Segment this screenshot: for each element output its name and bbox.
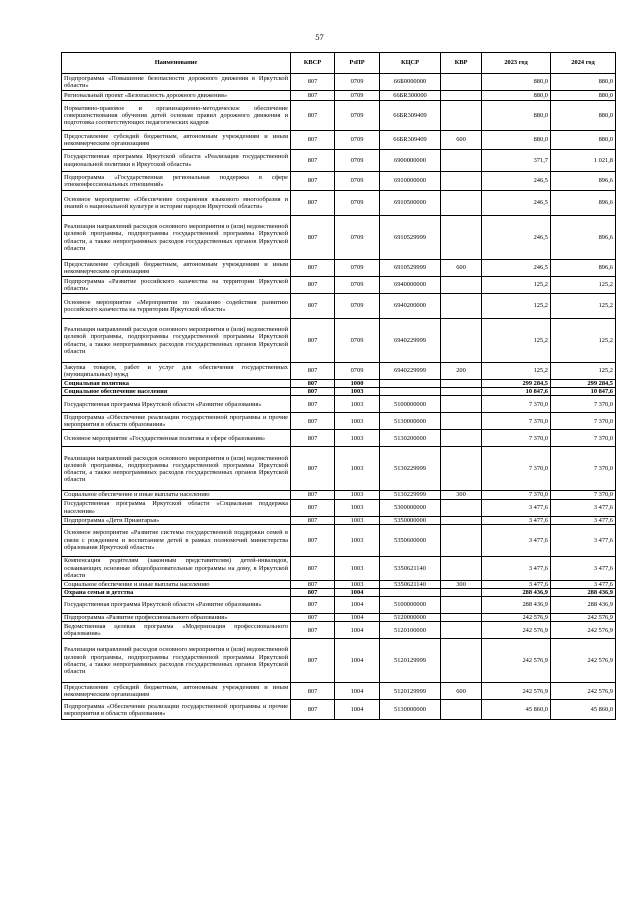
- cell-kcsr: 6910529999: [380, 216, 441, 260]
- cell-year-2024: 242 576,9: [551, 622, 616, 639]
- cell-kcsr: 6940229999: [380, 319, 441, 363]
- cell-name: Предоставление субсидий бюджетным, автономным учреждениям и иным некоммерческим организациям: [62, 683, 291, 700]
- cell-year-2023: 3 477,6: [482, 524, 551, 556]
- cell-name: Компенсация родителям (законным представителям) детей-инвалидов, осваивающих основные общеобразовательные программы на дому, в Иркутской области: [62, 556, 291, 580]
- cell-year-2024: 880,0: [551, 101, 616, 131]
- cell-rzpr: 1004: [335, 700, 380, 720]
- cell-year-2023: 3 477,6: [482, 556, 551, 580]
- cell-year-2023: 125,2: [482, 363, 551, 380]
- header-name: Наименование: [62, 53, 291, 74]
- cell-rzpr: 1003: [335, 580, 380, 588]
- cell-kcsr: 5130200000: [380, 430, 441, 447]
- page-number: 57: [315, 32, 324, 42]
- cell-year-2023: 125,2: [482, 277, 551, 294]
- cell-kcsr: 6910000000: [380, 172, 441, 191]
- cell-year-2024: 896,6: [551, 191, 616, 216]
- cell-year-2023: 7 370,0: [482, 447, 551, 491]
- cell-year-2023: 242 576,9: [482, 614, 551, 622]
- cell-rzpr: 1003: [335, 556, 380, 580]
- table-row: [62, 622, 616, 639]
- cell-year-2023: 10 847,6: [482, 388, 551, 396]
- cell-year-2023: 246,5: [482, 260, 551, 277]
- cell-kvr: [441, 614, 482, 622]
- cell-rzpr: 1004: [335, 639, 380, 683]
- cell-name: Подпрограмма «Обеспечение реализации государственной программы и прочие мероприятия в области образования»: [62, 413, 291, 430]
- cell-kvsr: 807: [291, 491, 335, 499]
- cell-year-2023: 3 477,6: [482, 580, 551, 588]
- cell-rzpr: 1003: [335, 430, 380, 447]
- cell-rzpr: 0709: [335, 294, 380, 319]
- table-row: [62, 191, 616, 216]
- cell-kvsr: 807: [291, 260, 335, 277]
- cell-year-2024: 896,6: [551, 172, 616, 191]
- cell-year-2024: 7 370,0: [551, 430, 616, 447]
- cell-kvsr: 807: [291, 172, 335, 191]
- cell-kcsr: 6940000000: [380, 277, 441, 294]
- cell-kcsr: 5300000000: [380, 499, 441, 516]
- cell-kvr: 300: [441, 491, 482, 499]
- cell-rzpr: 1004: [335, 588, 380, 596]
- cell-rzpr: 1004: [335, 622, 380, 639]
- cell-kvr: [441, 597, 482, 614]
- cell-kcsr: 66БR309409: [380, 131, 441, 150]
- cell-rzpr: 1003: [335, 413, 380, 430]
- table-body: [62, 74, 616, 720]
- cell-year-2024: 3 477,6: [551, 524, 616, 556]
- cell-kvsr: 807: [291, 277, 335, 294]
- cell-kvr: [441, 516, 482, 524]
- cell-year-2023: 880,0: [482, 91, 551, 101]
- cell-name: Государственная программа Иркутской области «Социальная поддержка населения»: [62, 499, 291, 516]
- table-row: [62, 430, 616, 447]
- cell-rzpr: 0709: [335, 74, 380, 91]
- cell-year-2024: 10 847,6: [551, 388, 616, 396]
- cell-kcsr: 6940200000: [380, 294, 441, 319]
- cell-year-2023: 246,5: [482, 172, 551, 191]
- cell-kvsr: 807: [291, 580, 335, 588]
- table-row: [62, 556, 616, 580]
- cell-rzpr: 0709: [335, 260, 380, 277]
- cell-kvsr: 807: [291, 294, 335, 319]
- cell-kvsr: 807: [291, 447, 335, 491]
- cell-name: Основное мероприятие «Развитие системы государственной поддержки семей в связи с рождением и воспитанием детей в рамках полномочий министерства образования Иркутской области»: [62, 524, 291, 556]
- cell-year-2024: 299 284,5: [551, 380, 616, 388]
- cell-year-2023: 125,2: [482, 294, 551, 319]
- cell-kvsr: 807: [291, 319, 335, 363]
- cell-kvsr: 807: [291, 639, 335, 683]
- cell-rzpr: 1004: [335, 614, 380, 622]
- cell-name: Основное мероприятие «Государственная политика в сфере образования»: [62, 430, 291, 447]
- cell-rzpr: 1003: [335, 388, 380, 396]
- cell-kvr: [441, 101, 482, 131]
- table-row: [62, 388, 616, 396]
- table-row: [62, 639, 616, 683]
- cell-kvr: 200: [441, 363, 482, 380]
- cell-kvr: [441, 396, 482, 413]
- cell-name: Подпрограмма «Обеспечение реализации государственной программы и прочие мероприятия в области образования»: [62, 700, 291, 720]
- table-row: [62, 319, 616, 363]
- cell-kcsr: 5350600000: [380, 524, 441, 556]
- table-row: [62, 131, 616, 150]
- cell-kcsr: 5130000000: [380, 413, 441, 430]
- cell-kcsr: 5120000000: [380, 614, 441, 622]
- cell-kvsr: 807: [291, 74, 335, 91]
- cell-year-2024: 45 860,0: [551, 700, 616, 720]
- cell-kcsr: 5130229999: [380, 491, 441, 499]
- cell-kvr: [441, 524, 482, 556]
- cell-year-2023: 3 477,6: [482, 499, 551, 516]
- cell-year-2024: 288 436,9: [551, 588, 616, 596]
- cell-year-2024: 3 477,6: [551, 499, 616, 516]
- cell-name: Основное мероприятие «Обеспечение сохранения языкового многообразия и знаний о национальной культуре и истории народов Иркутской области»: [62, 191, 291, 216]
- cell-kvr: [441, 588, 482, 596]
- cell-year-2023: 299 284,5: [482, 380, 551, 388]
- cell-year-2023: 125,2: [482, 319, 551, 363]
- table-row: [62, 413, 616, 430]
- table-row: [62, 516, 616, 524]
- cell-year-2023: 242 576,9: [482, 683, 551, 700]
- cell-year-2023: 288 436,9: [482, 597, 551, 614]
- cell-kvsr: 807: [291, 556, 335, 580]
- cell-name: Реализация направлений расходов основного мероприятия и (или) ведомственной целевой программы, подпрограммы государственной программы Иркутской области, а также непрограммных расходов государственных органов Иркутской области: [62, 216, 291, 260]
- cell-name: Социальное обеспечение населения: [62, 388, 291, 396]
- cell-kcsr: 5350621140: [380, 580, 441, 588]
- cell-name: Подпрограмма «Дети Приангарья»: [62, 516, 291, 524]
- cell-rzpr: 1003: [335, 396, 380, 413]
- cell-name: Подпрограмма «Развитие российского казачества на территории Иркутской области»: [62, 277, 291, 294]
- cell-year-2024: 7 370,0: [551, 447, 616, 491]
- cell-year-2024: 125,2: [551, 319, 616, 363]
- cell-year-2023: 371,7: [482, 150, 551, 172]
- cell-rzpr: 0709: [335, 191, 380, 216]
- cell-kvr: [441, 622, 482, 639]
- cell-rzpr: 1003: [335, 447, 380, 491]
- cell-kvr: [441, 639, 482, 683]
- cell-name: Подпрограмма «Развитие профессионального образования»: [62, 614, 291, 622]
- cell-year-2023: 3 477,6: [482, 516, 551, 524]
- cell-kvsr: 807: [291, 614, 335, 622]
- cell-rzpr: 1003: [335, 516, 380, 524]
- cell-name: Предоставление субсидий бюджетным, автономным учреждениям и иным некоммерческим организациям: [62, 260, 291, 277]
- cell-year-2024: 242 576,9: [551, 639, 616, 683]
- cell-kcsr: 66БR300000: [380, 91, 441, 101]
- cell-kvr: [441, 294, 482, 319]
- cell-kvr: [441, 556, 482, 580]
- cell-kcsr: 6900000000: [380, 150, 441, 172]
- cell-rzpr: 0709: [335, 101, 380, 131]
- cell-name: Социальное обеспечение и иные выплаты населению: [62, 580, 291, 588]
- header-kcsr: КЦСР: [380, 53, 441, 74]
- cell-year-2024: 3 477,6: [551, 516, 616, 524]
- cell-year-2024: 242 576,9: [551, 683, 616, 700]
- cell-name: Реализация направлений расходов основного мероприятия и (или) ведомственной целевой программы, подпрограммы государственной программы Иркутской области, а также непрограммных расходов государственных органов Иркутской области: [62, 319, 291, 363]
- cell-kvr: [441, 499, 482, 516]
- cell-year-2023: 7 370,0: [482, 396, 551, 413]
- table-row: [62, 101, 616, 131]
- cell-year-2023: 7 370,0: [482, 413, 551, 430]
- cell-rzpr: 1003: [335, 524, 380, 556]
- cell-year-2023: 246,5: [482, 216, 551, 260]
- cell-kvsr: 807: [291, 101, 335, 131]
- cell-kvr: [441, 216, 482, 260]
- cell-kvr: 600: [441, 683, 482, 700]
- cell-kvsr: 807: [291, 413, 335, 430]
- cell-year-2023: 7 370,0: [482, 430, 551, 447]
- cell-kcsr: 5100000000: [380, 597, 441, 614]
- table-header-row: [62, 53, 616, 74]
- cell-rzpr: 1003: [335, 499, 380, 516]
- cell-kvr: [441, 172, 482, 191]
- table-row: [62, 294, 616, 319]
- cell-rzpr: 0709: [335, 363, 380, 380]
- cell-year-2023: 7 370,0: [482, 491, 551, 499]
- cell-name: Нормативно-правовое и организационно-методическое обеспечение совершенствования обучения детей основам правил дорожного движения и подготовка соответствующих педагогических кадров: [62, 101, 291, 131]
- table-row: [62, 363, 616, 380]
- cell-year-2023: 880,0: [482, 74, 551, 91]
- cell-kvr: [441, 430, 482, 447]
- cell-kcsr: 6940229999: [380, 363, 441, 380]
- cell-rzpr: 0709: [335, 319, 380, 363]
- table-row: [62, 91, 616, 101]
- cell-year-2024: 3 477,6: [551, 556, 616, 580]
- cell-kvr: [441, 388, 482, 396]
- cell-rzpr: 1003: [335, 491, 380, 499]
- cell-kvsr: 807: [291, 700, 335, 720]
- table-row: [62, 216, 616, 260]
- cell-year-2023: 880,0: [482, 131, 551, 150]
- cell-name: Государственная программа Иркутской области «Реализация государственной национальной политики в Иркутской области»: [62, 150, 291, 172]
- cell-year-2024: 125,2: [551, 363, 616, 380]
- cell-kvr: 300: [441, 580, 482, 588]
- cell-kvsr: 807: [291, 396, 335, 413]
- header-kvr: КВР: [441, 53, 482, 74]
- table-row: [62, 524, 616, 556]
- cell-name: Реализация направлений расходов основного мероприятия и (или) ведомственной целевой программы, подпрограммы государственной программы Иркутской области, а также непрограммных расходов государственных органов Иркутской области: [62, 639, 291, 683]
- cell-kcsr: 66Б0000000: [380, 74, 441, 91]
- cell-kvr: [441, 447, 482, 491]
- cell-rzpr: 1004: [335, 683, 380, 700]
- cell-year-2024: 896,6: [551, 260, 616, 277]
- cell-kvsr: 807: [291, 499, 335, 516]
- cell-name: Государственная программа Иркутской области «Развитие образования»: [62, 597, 291, 614]
- table-row: [62, 277, 616, 294]
- cell-kcsr: 66БR309409: [380, 101, 441, 131]
- cell-year-2024: 242 576,9: [551, 614, 616, 622]
- cell-kcsr: [380, 380, 441, 388]
- table-row: [62, 597, 616, 614]
- cell-kvsr: 807: [291, 91, 335, 101]
- table-row: [62, 580, 616, 588]
- cell-name: Подпрограмма «Государственная региональная поддержка в сфере этноконфессиональных отношений»: [62, 172, 291, 191]
- cell-kvsr: 807: [291, 363, 335, 380]
- cell-year-2024: 7 370,0: [551, 413, 616, 430]
- cell-kvsr: 807: [291, 588, 335, 596]
- cell-rzpr: 1000: [335, 380, 380, 388]
- table-row: [62, 150, 616, 172]
- table-row: [62, 396, 616, 413]
- cell-name: Закупка товаров, работ и услуг для обеспечения государственных (муниципальных) нужд: [62, 363, 291, 380]
- cell-year-2023: 880,0: [482, 101, 551, 131]
- cell-rzpr: 0709: [335, 150, 380, 172]
- table-row: [62, 588, 616, 596]
- cell-kcsr: 5120100000: [380, 622, 441, 639]
- cell-kvsr: 807: [291, 524, 335, 556]
- cell-kcsr: 5130000000: [380, 700, 441, 720]
- table-row: [62, 260, 616, 277]
- cell-kvr: [441, 700, 482, 720]
- cell-name: Государственная программа Иркутской области «Развитие образования»: [62, 396, 291, 413]
- table-row: [62, 683, 616, 700]
- table-row: [62, 700, 616, 720]
- cell-kvsr: 807: [291, 191, 335, 216]
- cell-kvsr: 807: [291, 380, 335, 388]
- cell-name: Реализация направлений расходов основного мероприятия и (или) ведомственной целевой программы, подпрограммы государственной программы Иркутской области, а также непрограммных расходов государственных органов Иркутской области: [62, 447, 291, 491]
- cell-kcsr: 5350621140: [380, 556, 441, 580]
- cell-name: Подпрограмма «Повышение безопасности дорожного движения в Иркутской области»: [62, 74, 291, 91]
- cell-rzpr: 0709: [335, 216, 380, 260]
- cell-year-2024: 7 370,0: [551, 396, 616, 413]
- cell-kcsr: [380, 388, 441, 396]
- cell-rzpr: 0709: [335, 277, 380, 294]
- cell-rzpr: 1004: [335, 597, 380, 614]
- header-kvsr: КВСР: [291, 53, 335, 74]
- header-rzpr: РзПР: [335, 53, 380, 74]
- header-year-2023: 2023 год: [482, 53, 551, 74]
- budget-table: [61, 52, 616, 720]
- cell-rzpr: 0709: [335, 172, 380, 191]
- table-row: [62, 74, 616, 91]
- cell-name: Охрана семьи и детства: [62, 588, 291, 596]
- cell-kvsr: 807: [291, 150, 335, 172]
- cell-year-2024: 880,0: [551, 74, 616, 91]
- cell-name: Социальное обеспечение и иные выплаты населению: [62, 491, 291, 499]
- cell-year-2024: 7 370,0: [551, 491, 616, 499]
- cell-kcsr: 6910500000: [380, 191, 441, 216]
- cell-kcsr: 5100000000: [380, 396, 441, 413]
- cell-year-2024: 3 477,6: [551, 580, 616, 588]
- cell-year-2023: 246,5: [482, 191, 551, 216]
- cell-kvr: 600: [441, 131, 482, 150]
- cell-kvsr: 807: [291, 131, 335, 150]
- header-year-2024: 2024 год: [551, 53, 616, 74]
- cell-kvr: [441, 191, 482, 216]
- cell-kvr: [441, 150, 482, 172]
- cell-year-2024: 896,6: [551, 216, 616, 260]
- cell-kvsr: 807: [291, 216, 335, 260]
- cell-name: Основное мероприятие «Мероприятия по оказанию содействия развитию российского казачества на территории Иркутской области»: [62, 294, 291, 319]
- cell-year-2024: 125,2: [551, 294, 616, 319]
- cell-kvsr: 807: [291, 430, 335, 447]
- cell-rzpr: 0709: [335, 131, 380, 150]
- cell-kvr: [441, 74, 482, 91]
- table-row: [62, 614, 616, 622]
- cell-kvr: [441, 91, 482, 101]
- cell-year-2023: 242 576,9: [482, 639, 551, 683]
- cell-kcsr: 6910529999: [380, 260, 441, 277]
- cell-kvr: [441, 277, 482, 294]
- cell-kvsr: 807: [291, 597, 335, 614]
- cell-name: Предоставление субсидий бюджетным, автономным учреждениям и иным некоммерческим организациям: [62, 131, 291, 150]
- cell-kvsr: 807: [291, 622, 335, 639]
- cell-kcsr: [380, 588, 441, 596]
- table-row: [62, 491, 616, 499]
- cell-year-2023: 45 860,0: [482, 700, 551, 720]
- cell-year-2024: 1 021,8: [551, 150, 616, 172]
- cell-year-2024: 288 436,9: [551, 597, 616, 614]
- cell-kvsr: 807: [291, 516, 335, 524]
- cell-year-2024: 125,2: [551, 277, 616, 294]
- cell-kcsr: 5130229999: [380, 447, 441, 491]
- cell-kvr: [441, 413, 482, 430]
- cell-name: Региональный проект «Безопасность дорожного движения»: [62, 91, 291, 101]
- table-row: [62, 447, 616, 491]
- cell-kcsr: 5120129999: [380, 639, 441, 683]
- cell-kvsr: 807: [291, 388, 335, 396]
- table-row: [62, 380, 616, 388]
- cell-kvr: [441, 319, 482, 363]
- cell-kvr: [441, 380, 482, 388]
- cell-name: Социальная политика: [62, 380, 291, 388]
- cell-kvr: 600: [441, 260, 482, 277]
- cell-year-2024: 880,0: [551, 131, 616, 150]
- cell-year-2023: 242 576,9: [482, 622, 551, 639]
- cell-rzpr: 0709: [335, 91, 380, 101]
- cell-name: Ведомственная целевая программа «Модернизация профессионального образования»: [62, 622, 291, 639]
- cell-year-2023: 288 436,9: [482, 588, 551, 596]
- table-row: [62, 172, 616, 191]
- cell-kvsr: 807: [291, 683, 335, 700]
- cell-kcsr: 5120129999: [380, 683, 441, 700]
- cell-kcsr: 5350000000: [380, 516, 441, 524]
- cell-year-2024: 880,0: [551, 91, 616, 101]
- table-row: [62, 499, 616, 516]
